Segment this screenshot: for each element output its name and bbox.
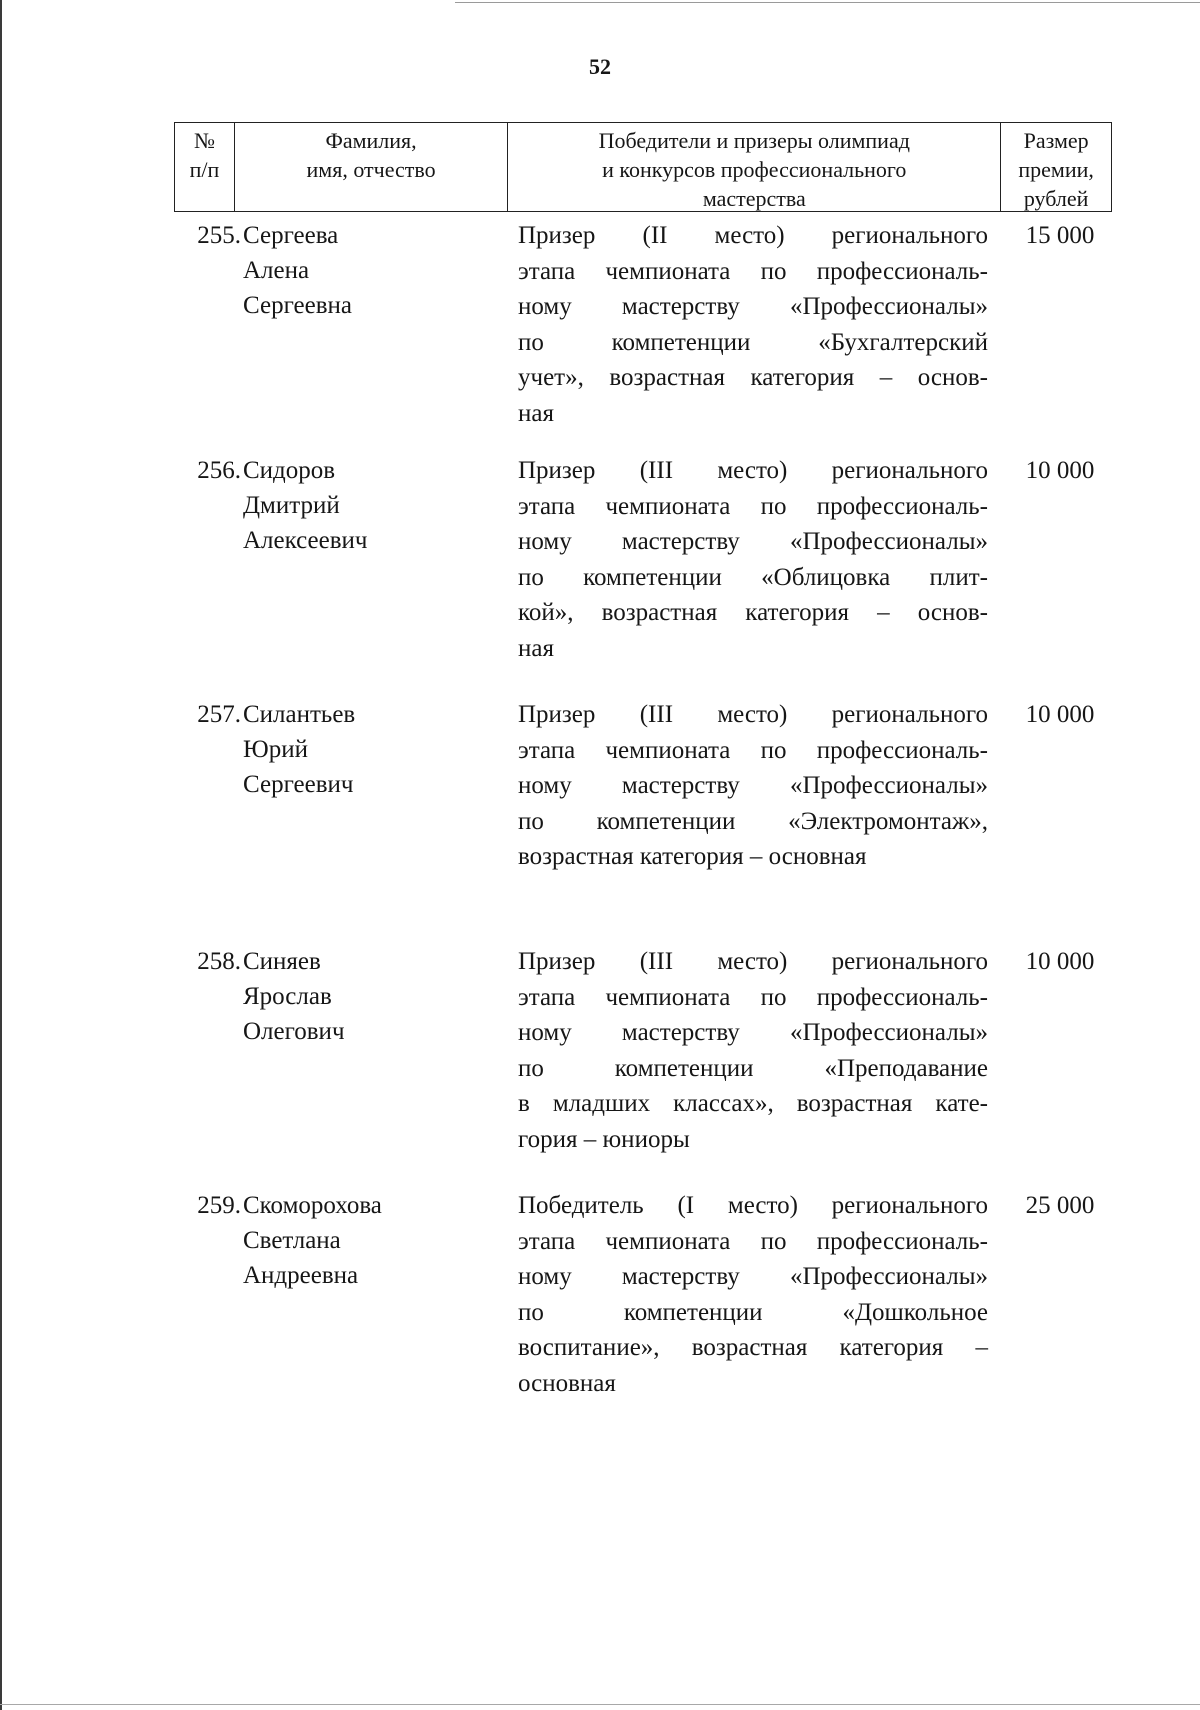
name-line: Алена bbox=[243, 257, 310, 284]
row-number: 259. bbox=[197, 1192, 241, 1219]
description-line: кой», возрастная категория – основ- bbox=[518, 599, 988, 626]
description-line: по компетенции «Бухгалтерский bbox=[518, 328, 988, 356]
scan-top-line bbox=[455, 2, 1200, 3]
header-number: № п/п bbox=[175, 123, 235, 211]
prize-amount: 10 000 bbox=[1025, 457, 1095, 484]
description-line: воспитание», возрастная категория – bbox=[518, 1334, 988, 1361]
description-line: ному мастерству «Профессионалы» bbox=[518, 1019, 988, 1046]
name-line: Сергеева bbox=[243, 222, 339, 249]
description-line: в младших классах», возрастная кате- bbox=[518, 1090, 988, 1117]
description-line: по компетенции «Преподавание bbox=[518, 1054, 988, 1082]
name-line: Юрий bbox=[243, 736, 308, 763]
row-number: 255. bbox=[197, 222, 241, 249]
description-line: ному мастерству «Профессионалы» bbox=[518, 1263, 988, 1290]
description-line: этапа чемпионата по профессиональ- bbox=[518, 1227, 988, 1255]
description-line: ная bbox=[518, 634, 554, 662]
full-name bbox=[243, 697, 493, 802]
row-number: 257. bbox=[197, 701, 241, 728]
full-name bbox=[243, 218, 493, 323]
description-line: учет», возрастная категория – основ- bbox=[518, 364, 988, 391]
name-line: Сидоров bbox=[243, 457, 336, 484]
description-line: Призер (III место) регионального bbox=[518, 457, 988, 484]
name-line: Алексеевич bbox=[243, 527, 368, 554]
header-full-name: Фамилия, имя, отчество bbox=[235, 123, 508, 211]
description-line: Призер (III место) регионального bbox=[518, 701, 988, 728]
description-line: гория – юниоры bbox=[518, 1125, 690, 1153]
scan-bottom-line bbox=[0, 1704, 1200, 1705]
full-name bbox=[243, 944, 493, 1049]
name-line: Олегович bbox=[243, 1018, 345, 1045]
description-line: Победитель (I место) регионального bbox=[518, 1192, 988, 1219]
name-line: Андреевна bbox=[243, 1262, 359, 1289]
description-line: основная bbox=[518, 1369, 616, 1397]
prize-amount: 10 000 bbox=[1025, 701, 1095, 728]
full-name bbox=[243, 1188, 493, 1293]
name-line: Дмитрий bbox=[243, 492, 340, 519]
name-line: Силантьев bbox=[243, 701, 356, 728]
description-line: по компетенции «Дошкольное bbox=[518, 1298, 988, 1326]
description-line: этапа чемпионата по профессиональ- bbox=[518, 983, 988, 1011]
description-line: Призер (III место) регионального bbox=[518, 948, 988, 975]
prize-amount: 10 000 bbox=[1025, 948, 1095, 975]
description-line: этапа чемпионата по профессиональ- bbox=[518, 257, 988, 285]
prize-amount: 25 000 bbox=[1025, 1192, 1095, 1219]
description-line: этапа чемпионата по профессиональ- bbox=[518, 492, 988, 520]
description-line: Призер (II место) регионального bbox=[518, 222, 988, 249]
name-line: Скоморохова bbox=[243, 1192, 382, 1219]
achievement-description bbox=[518, 697, 988, 875]
description-line: ному мастерству «Профессионалы» bbox=[518, 772, 988, 799]
name-line: Синяев bbox=[243, 948, 321, 975]
achievement-description bbox=[518, 944, 988, 1157]
name-line: Сергеевич bbox=[243, 771, 354, 798]
description-line: ная bbox=[518, 399, 554, 427]
achievement-description bbox=[518, 453, 988, 666]
description-line: ному мастерству «Профессионалы» bbox=[518, 293, 988, 320]
header-winners-description: Победители и призеры олимпиад и конкурсов профессионального мастерства bbox=[508, 123, 1001, 211]
description-line: ному мастерству «Профессионалы» bbox=[518, 528, 988, 555]
name-line: Ярослав bbox=[243, 983, 332, 1010]
name-line: Сергеевна bbox=[243, 292, 352, 319]
description-line: этапа чемпионата по профессиональ- bbox=[518, 736, 988, 764]
full-name bbox=[243, 453, 493, 558]
header-prize-amount: Размер премии, рублей bbox=[1018, 128, 1094, 211]
page-number: 52 bbox=[589, 54, 611, 79]
achievement-description bbox=[518, 1188, 988, 1401]
achievement-description bbox=[518, 218, 988, 431]
row-number: 258. bbox=[197, 948, 241, 975]
name-line: Светлана bbox=[243, 1227, 341, 1254]
row-number: 256. bbox=[197, 457, 241, 484]
scan-left-edge bbox=[0, 0, 2, 1710]
description-line: по компетенции «Электромонтаж», bbox=[518, 807, 988, 835]
description-line: возрастная категория – основная bbox=[518, 843, 867, 870]
prize-amount: 15 000 bbox=[1025, 222, 1095, 249]
description-line: по компетенции «Облицовка плит- bbox=[518, 563, 988, 591]
table-header bbox=[174, 122, 1112, 212]
